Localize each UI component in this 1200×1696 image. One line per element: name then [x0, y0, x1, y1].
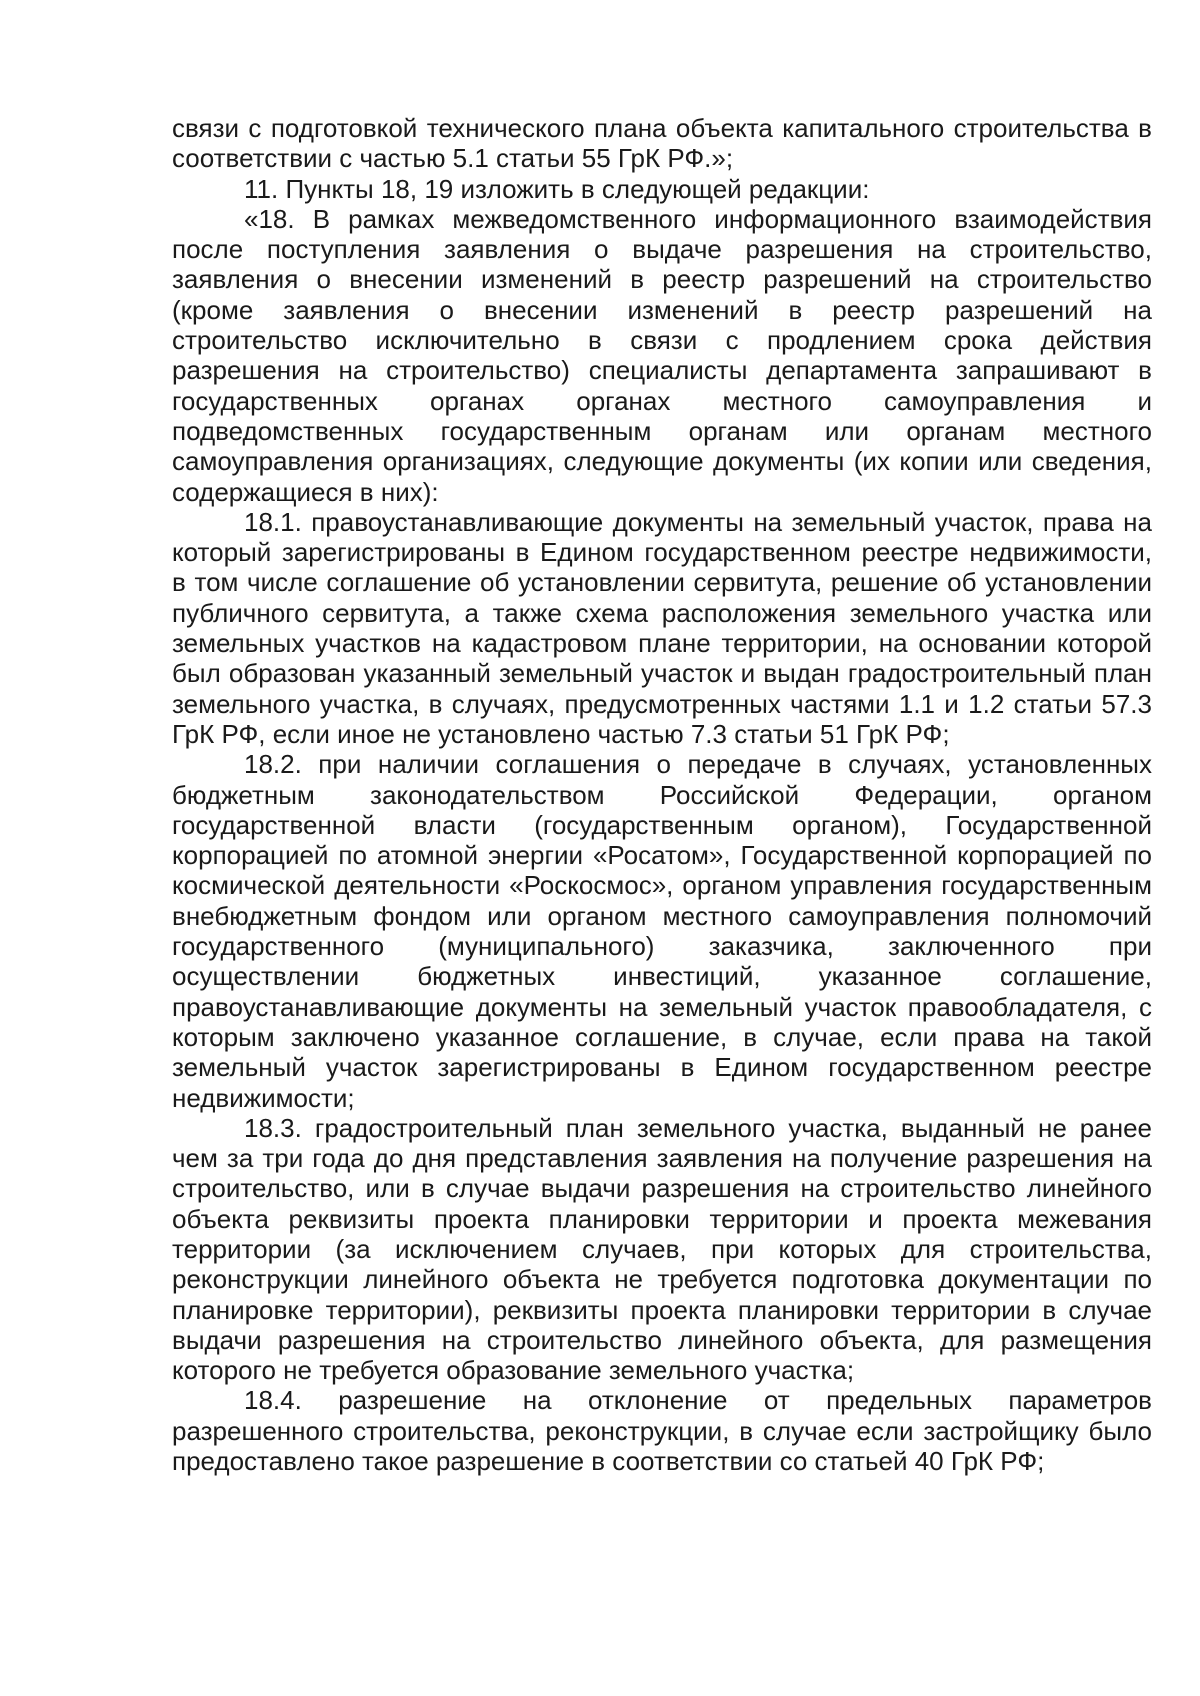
paragraph-item-11: 11. Пункты 18, 19 изложить в следующей редакции:: [244, 173, 870, 204]
paragraph-item-18-4: 18.4. разрешение на отклонение от предельных параметров разрешенного строительства, реконструкции, в случае если застройщику было предоставлено такое разрешение в соответствии со статьей 40 ГрК РФ;: [172, 1385, 1152, 1477]
paragraph-continuation: связи с подготовкой технического плана объекта капитального строительства в соответствии с частью 5.1 статьи 55 ГрК РФ.»;: [172, 113, 1152, 174]
paragraph-item-18: «18. В рамках межведомственного информационного взаимодействия после поступления заявления о выдаче разрешения на строительство, заявления о внесении изменений в реестр разрешений на строительство (кроме заявления о внесении изменений в реестр разрешений на строительство исключительно в связи с продлением срока действия разрешения на строительство) специалисты департамента запрашивают в государственных органах органах местного самоуправления и подведомственных государственным органам или органам местного самоуправления организациях, следующие документы (их копии или сведения, содержащиеся в них):: [172, 203, 1152, 507]
paragraph-item-18-2: 18.2. при наличии соглашения о передаче в случаях, установленных бюджетным законодательством Российской Федерации, органом государственной власти (государственным органом), Государственной корпорацией по атомной энергии «Росатом», Государственной корпорацией по космической деятельности «Роскосмос», органом управления государственным внебюджетным фондом или органом местного самоуправления полномочий государственного (муниципального) заказчика, заключенного при осуществлении бюджетных инвестиций, указанное соглашение, правоустанавливающие документы на земельный участок правообладателя, с которым заключено указанное соглашение, в случае, если права на такой земельный участок зарегистрированы в Едином государственном реестре недвижимости;: [172, 749, 1152, 1113]
paragraph-item-18-1: 18.1. правоустанавливающие документы на земельный участок, права на который зарегистрированы в Едином государственном реестре недвижимости, в том числе соглашение об установлении сервитута, решение об установлении публичного сервитута, а также схема расположения земельного участка или земельных участков на кадастровом плане территории, на основании которой был образован указанный земельный участок и выдан градостроительный план земельного участка, в случаях, предусмотренных частями 1.1 и 1.2 статьи 57.3 ГрК РФ, если иное не установлено частью 7.3 статьи 51 ГрК РФ;: [172, 506, 1152, 749]
document-page: [172, 113, 1152, 1476]
paragraph-item-18-3: 18.3. градостроительный план земельного участка, выданный не ранее чем за три года до дня представления заявления на получение разрешения на строительство, или в случае выдачи разрешения на строительство линейного объекта реквизиты проекта планировки территории и проекта межевания территории (за исключением случаев, при которых для строительства, реконструкции линейного объекта не требуется подготовка документации по планировке территории), реквизиты проекта планировки территории в случае выдачи разрешения на строительство линейного объекта, для размещения которого не требуется образование земельного участка;: [172, 1112, 1152, 1386]
